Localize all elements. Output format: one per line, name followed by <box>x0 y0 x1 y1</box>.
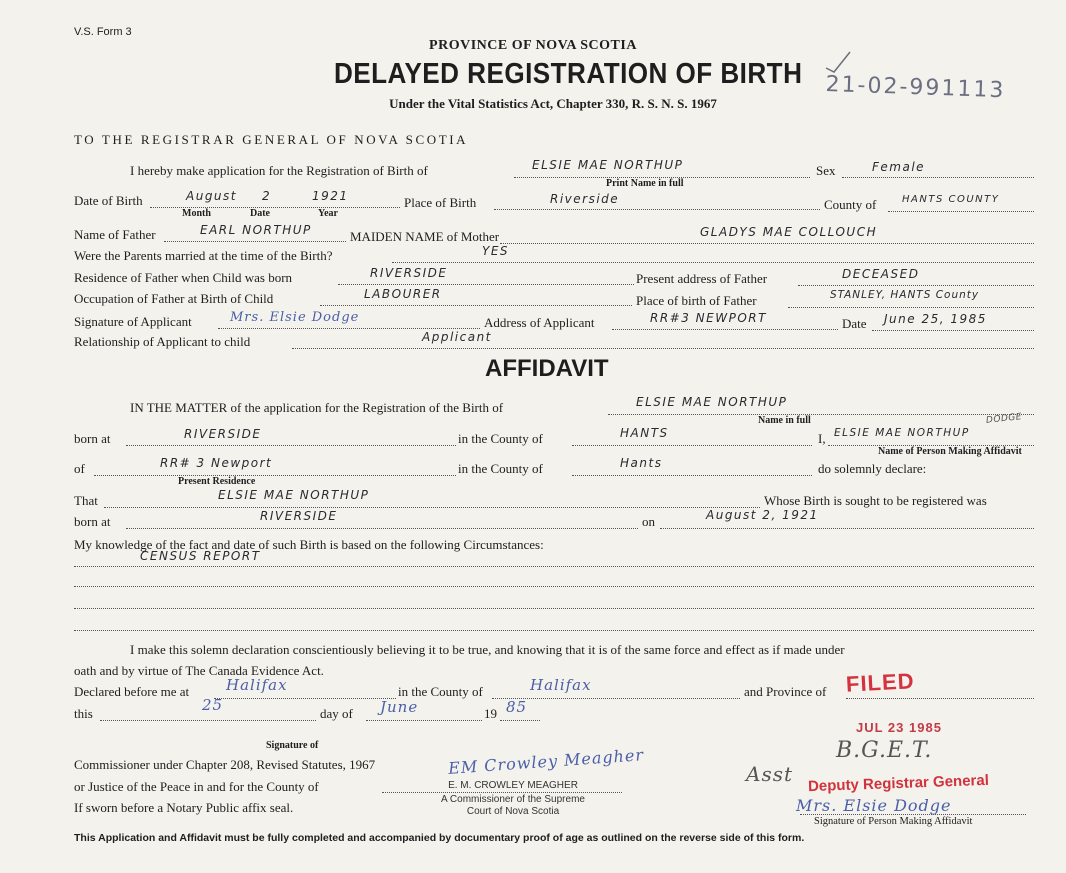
declaration-line-1: I make this solemn declaration conscientiously believing it to be true, and knowing that it is of the same force and effect as if made under <box>130 642 845 657</box>
signature-of-caption: Signature of <box>266 740 319 751</box>
justice-line: or Justice of the Peace in and for the County of <box>74 779 319 794</box>
province-heading: PROVINCE OF NOVA SCOTIA <box>429 38 637 53</box>
dob-date-value: 2 <box>262 189 272 203</box>
circumstances-value: CENSUS REPORT <box>140 549 261 563</box>
signature-label: Signature of Applicant <box>74 314 192 329</box>
check-mark-icon <box>822 48 852 76</box>
that-label: That <box>74 493 98 508</box>
footer-note: This Application and Affidavit must be fully completed and accompanied by documentary proof of age as outlined on the reverse side of this form. <box>74 832 805 844</box>
commissioner-signature: EM Crowley Meagher <box>447 745 645 778</box>
declaration-line-2: oath and by virtue of The Canada Evidence Act. <box>74 663 324 678</box>
county-of-label-2: in the County of <box>458 461 543 476</box>
declare-label: do solemnly declare: <box>818 461 927 476</box>
address-value: RR#3 NEWPORT <box>650 311 767 325</box>
born-on-value: August 2, 1921 <box>706 508 819 522</box>
father-residence-value: RIVERSIDE <box>370 266 448 280</box>
that-name-value: ELSIE MAE NORTHUP <box>218 488 370 502</box>
county-of-label: in the County of <box>458 431 543 446</box>
residence-value: RR# 3 Newport <box>160 456 273 470</box>
print-name-caption: Print Name in full <box>606 178 684 189</box>
of-label: of <box>74 461 85 476</box>
matter-name-value: ELSIE MAE NORTHUP <box>636 395 788 409</box>
county-value: HANTS COUNTY <box>902 194 1000 205</box>
date-value: June 25, 1985 <box>884 312 987 326</box>
address-label: Address of Applicant <box>484 315 595 330</box>
day-value: 25 <box>202 696 224 714</box>
place-of-birth-value: Riverside <box>550 192 620 206</box>
married-value: YES <box>482 244 510 258</box>
born-at-label: born at <box>74 431 111 446</box>
year-prefix: 19 <box>484 706 497 721</box>
addressee: TO THE REGISTRAR GENERAL OF NOVA SCOTIA <box>74 132 469 147</box>
child-name-value: ELSIE MAE NORTHUP <box>532 158 684 172</box>
mother-label: MAIDEN NAME of Mother <box>350 229 500 244</box>
deputy-registrar-stamp: Deputy Registrar General <box>807 771 990 796</box>
dob-label: Date of Birth <box>74 193 143 208</box>
father-label: Name of Father <box>74 227 156 242</box>
sex-value: Female <box>872 160 926 174</box>
registration-number: 21-02-991113 <box>825 72 1006 104</box>
name-in-full-caption: Name in full <box>758 415 811 426</box>
dob-year-value: 1921 <box>312 189 349 203</box>
affidavit-county2-value: Hants <box>620 456 663 470</box>
day-of-label: day of <box>320 706 353 721</box>
relationship-label: Relationship of Applicant to child <box>74 334 251 349</box>
affidavit-county-value: HANTS <box>620 426 669 440</box>
born-at2-value: RIVERSIDE <box>260 509 338 523</box>
affiant-signature: Mrs. Elsie Dodge <box>796 796 952 815</box>
notary-line: If sworn before a Notary Public affix seal. <box>74 800 294 815</box>
intro-label: I hereby make application for the Registration of Birth of <box>130 163 428 178</box>
dob-month-value: August <box>186 189 237 203</box>
year-value: 85 <box>506 698 528 716</box>
declared-at-value: Halifax <box>226 676 288 694</box>
father-birthplace-value: STANLEY, HANTS County <box>830 289 980 301</box>
father-occupation-label: Occupation of Father at Birth of Child <box>74 291 274 306</box>
father-residence-label: Residence of Father when Child was born <box>74 270 293 285</box>
month-caption: Month <box>182 208 211 219</box>
knowledge-label: My knowledge of the fact and date of such Birth is based on the following Circumstances: <box>74 537 544 552</box>
commissioner-title-2: Court of Nova Scotia <box>466 806 560 817</box>
residence-caption: Present Residence <box>178 476 256 487</box>
mother-value: GLADYS MAE COLLOUCH <box>700 225 878 239</box>
father-value: EARL NORTHUP <box>200 223 312 237</box>
date-caption: Date <box>250 208 270 219</box>
this-label: this <box>74 706 93 721</box>
filed-stamp: FILED <box>845 668 916 697</box>
father-occupation-value: LABOURER <box>364 287 442 301</box>
place-of-birth-label: Place of Birth <box>404 195 477 210</box>
filed-date-stamp: JUL 23 1985 <box>856 720 942 735</box>
sex-label: Sex <box>816 163 836 178</box>
form-title: DELAYED REGISTRATION OF BIRTH <box>334 58 803 90</box>
declared-label: Declared before me at <box>74 684 190 699</box>
applicant-signature: Mrs. Elsie Dodge <box>230 310 360 325</box>
relationship-value: Applicant <box>422 330 492 344</box>
affiant-signature-caption: Signature of Person Making Affidavit <box>814 816 973 827</box>
affiant-caption: Name of Person Making Affidavit <box>878 446 1022 457</box>
i-label: I, <box>818 431 826 446</box>
date-label: Date <box>842 316 867 331</box>
asst-annotation: Asst <box>746 762 794 786</box>
married-label: Were the Parents married at the time of the Birth? <box>74 248 333 263</box>
month-value: June <box>380 698 419 716</box>
affiant-value: ELSIE MAE NORTHUP <box>834 427 970 439</box>
whose-birth-label: Whose Birth is sought to be registered was <box>764 493 987 508</box>
on-label: on <box>642 514 655 529</box>
affiant-annotation: DODGE <box>985 412 1023 426</box>
father-present-label: Present address of Father <box>636 271 768 286</box>
province-label: and Province of <box>744 684 827 699</box>
initials: B.G.E.T. <box>836 738 933 763</box>
declared-county-label: in the County of <box>398 684 483 699</box>
matter-label: IN THE MATTER of the application for the Registration of the Birth of <box>130 400 504 415</box>
declared-county-value: Halifax <box>530 676 592 694</box>
commissioner-name: E. M. CROWLEY MEAGHER <box>448 780 578 791</box>
commissioner-line: Commissioner under Chapter 208, Revised Statutes, 1967 <box>74 757 376 772</box>
affidavit-heading: AFFIDAVIT <box>485 355 609 382</box>
county-label: County of <box>824 197 877 212</box>
father-present-value: DECEASED <box>842 267 920 281</box>
year-caption: Year <box>318 208 338 219</box>
form-subtitle: Under the Vital Statistics Act, Chapter 330, R. S. N. S. 1967 <box>389 96 717 111</box>
form-number: V.S. Form 3 <box>74 26 132 38</box>
commissioner-title-1: A Commissioner of the Supreme <box>441 794 585 805</box>
born-at-label-2: born at <box>74 514 111 529</box>
father-birthplace-label: Place of birth of Father <box>636 293 757 308</box>
born-at-value: RIVERSIDE <box>184 427 262 441</box>
